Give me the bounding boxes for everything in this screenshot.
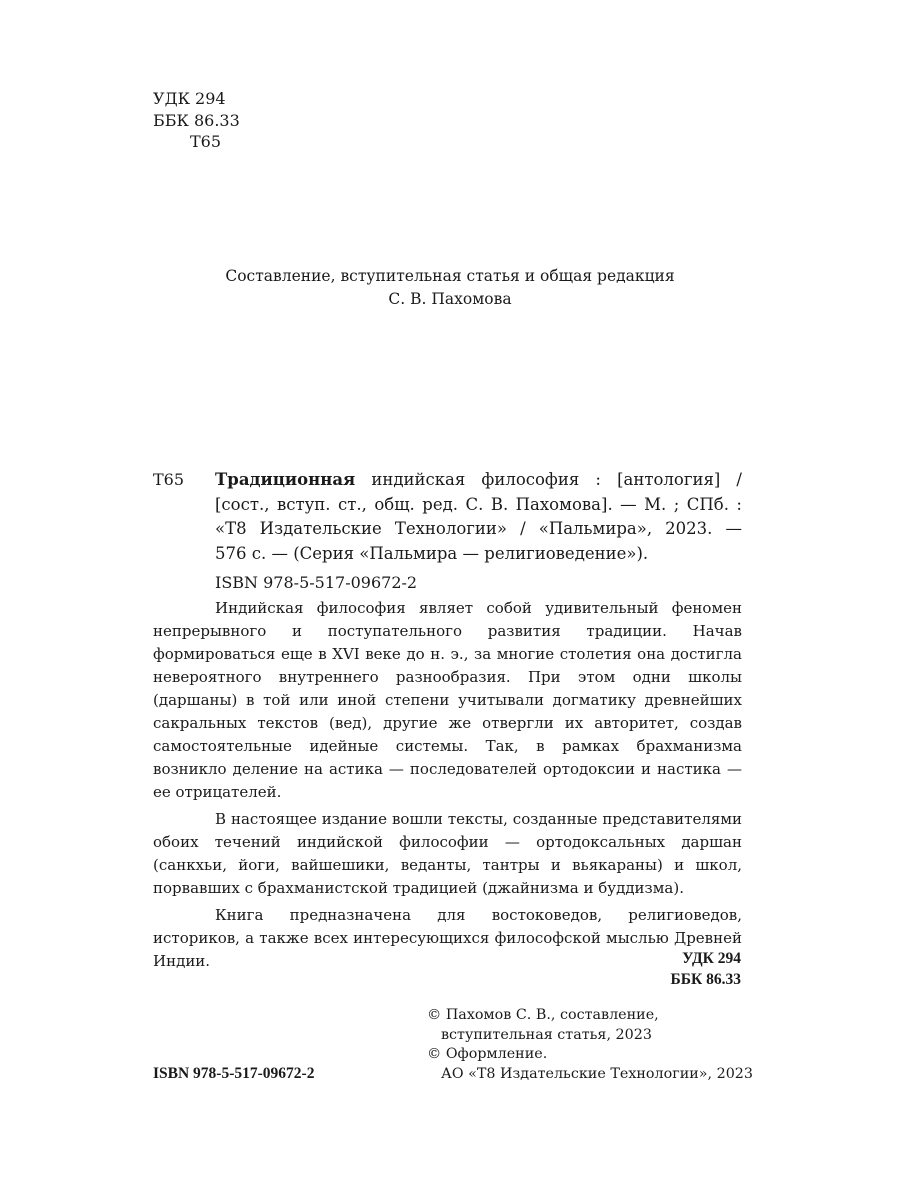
biblio-line-4: 576 с. — (Серия «Пальмира — религиоведение»). [215,543,649,563]
bbk-code: ББК 86.33 [153,110,240,130]
copyright-block [427,1006,753,1084]
bibliographic-record [215,468,742,566]
copyright-1-line-2: вступительная статья, 2023 [441,1026,652,1043]
isbn-record: ISBN 978-5-517-09672-2 [215,573,418,592]
footer-isbn: ISBN 978-5-517-09672-2 [153,1065,315,1082]
annotation-paragraph-2: В настоящее издание вошли тексты, созданные представителями обоих течений индийской философии — ортодоксальных даршан (санкхьи, йоги, вайшешики, веданты, тантры и вьякараны) и школ, порвавших с брахманистской традицией (джайнизма и буддизма). [153,810,742,897]
biblio-line-1-rest: индийская философия : [антология] / [355,470,742,489]
compiler-name: С. В. Пахомова [388,290,512,308]
book-title: Традиционная [215,470,356,489]
annotation [153,597,742,977]
author-mark: Т65 [190,132,222,151]
compiler-line-1: Составление, вступительная статья и общая редакция [225,267,675,285]
copyright-2-line-1: © Оформление. [427,1046,548,1062]
compiler-credit [0,265,900,311]
udk-code: УДК 294 [153,89,226,108]
footer-bbk: ББК 86.33 [670,971,741,988]
copyright-2-line-2: АО «Т8 Издательские Технологии», 2023 [441,1065,753,1082]
copyright-1-line-1: © Пахомов С. В., составление, [427,1007,659,1023]
bibliographic-code: Т65 [153,470,185,489]
annotation-paragraph-1: Индийская философия являет собой удивительный феномен непрерывного и поступательного развития традиции. Начав формироваться еще в XVI веке до н. э., за многие столетия она достигла невероятного внутреннего разнообразия. При этом одни школы (даршаны) в той или иной степени учитывали догматику древнейших сакральных текстов (вед), другие же отвергли их авторитет, создав самостоятельные идейные системы. Так, в рамках брахманизма возникло деление на астика — последователей ортодоксии и настика — ее отрицателей. [153,599,742,801]
annotation-paragraph-3: Книга предназначена для востоковедов, религиоведов, историков, а также всех интересующихся философской мыслью Древней Индии. [153,906,742,970]
biblio-line-3: «Т8 Издательские Технологии» / «Пальмира», 2023. — [215,519,742,538]
classification-block [153,88,240,153]
footer-classification [620,948,741,990]
biblio-line-2: [сост., вступ. ст., общ. ред. С. В. Пахомова]. — М. ; СПб. : [215,494,742,514]
biblio-line-1 [215,468,742,493]
footer-udk: УДК 294 [682,950,741,967]
